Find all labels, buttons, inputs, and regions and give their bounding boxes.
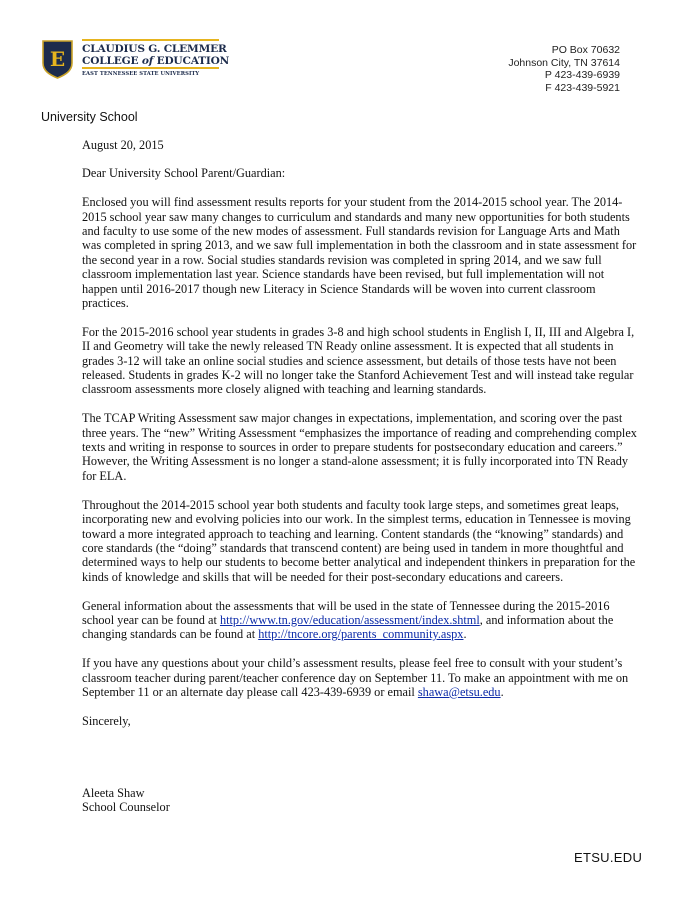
letter-body — [82, 138, 642, 814]
logo-bottom-rule — [82, 67, 219, 69]
tncore-link[interactable]: http://tncore.org/parents_community.aspx — [258, 627, 464, 642]
paragraph-integrated-approach: Throughout the 2014-2015 school year both students and faculty took large steps, and sometimes great leaps, incorporating new and evolving policies into our work. In the simplest terms, education in Tennessee is moving toward a more integrated approach to teaching and learning. Content standards (the “knowing” standards) and core standards (the “doing” standards that transcend content) are being used in tandem in more thoughtful and determined ways to help our students to become better analytical and independent thinkers in preparation for the kinds of knowledge and skills that will be needed for their post-secondary educations and careers. — [82, 497, 636, 584]
unit-name: University School — [41, 110, 138, 124]
salutation: Dear University School Parent/Guardian: — [82, 166, 286, 181]
paragraph-general-information: General information about the assessments that will be used in the state of Tennessee during the 2015-2016 school year can be found at http://www.tn.gov/education/assessment/index.shtml, and information about the changing standards can be found at http://tncore.org/parents_community.aspx. — [82, 598, 614, 642]
closing: Sincerely, — [82, 713, 131, 728]
paragraph-contact: If you have any questions about your child’s assessment results, please feel free to consult with your student’s classroom teacher during parent/teacher conference day on September 11. To make an appointment with me on September 11 or an alternate day please call 423-439-6939 or email shawa@etsu.edu. — [82, 656, 629, 699]
signer-title: School Counselor — [82, 799, 170, 814]
paragraph-writing-assessment: The TCAP Writing Assessment saw major changes in expectations, implementation, and scoring over the past three years. The “new” Writing Assessment “emphasizes the importance of reading and comprehending complex texts and writing in response to sources in order to prepare students for postsecondary education and careers.” However, the Writing Assessment is no longer a stand-alone assessment; it is fully incorporated into TN Ready for ELA. — [82, 411, 637, 483]
fax-number: F 423-439-5921 — [545, 81, 620, 94]
paragraph-assessment-results: Enclosed you will find assessment results reports for your student from the 2014-2015 school year. The 2014-2015 school year saw many changes to curriculum and standards and many new opportunities for both students and faculty to use some of the new modes of assessment. Full standards revision for Language Arts and Math was completed in spring 2013, and we saw full implementation in both the classroom and in state assessment for the second year in a row. Social studies standards revision was completed in spring 2014, and we saw full classroom implementation last year. Science standards have been revised, but full implementation will not happen until 2016-2017 though new Literacy in Science Standards will be woven into current classroom practices. — [82, 195, 637, 311]
logo-line-2: COLLEGE of EDUCATION — [82, 55, 230, 67]
paragraph-tn-ready: For the 2015-2016 school year students in grades 3-8 and high school students in English I, II, III and Algebra I, II and Geometry will take the newly released TN Ready online assessment. It is expected that all students in grades 3-12 will take an online social studies and science assessment, but details of those tests have not been released. Students in grades K-2 will no longer take the Stanford Achievement Test and will instead take regular classroom assessments more closely aligned with teaching and learning standards. — [82, 324, 635, 397]
po-box: PO Box 70632 — [551, 44, 620, 56]
college-logo — [41, 39, 230, 83]
svg-text:E: E — [49, 47, 66, 71]
footer-website: ETSU.EDU — [574, 850, 643, 865]
logo-line-1: CLAUDIUS G. CLEMMER — [82, 43, 227, 55]
signature-space — [82, 743, 642, 786]
letter-date: August 20, 2015 — [82, 138, 164, 152]
etsu-shield-icon — [41, 39, 74, 79]
logo-wordmark — [82, 39, 230, 77]
tn-assessment-link[interactable]: http://www.tn.gov/education/assessment/index.shtml — [219, 612, 480, 627]
return-address — [508, 44, 620, 94]
email-link[interactable]: shawa@etsu.edu — [417, 684, 501, 699]
city-state-zip: Johnson City, TN 37614 — [508, 56, 620, 69]
phone-number: P 423-439-6939 — [544, 69, 620, 81]
logo-university-name: EAST TENNESSEE STATE UNIVERSITY — [82, 71, 200, 77]
signer-name: Aleeta Shaw — [82, 785, 145, 800]
logo-top-rule — [82, 39, 219, 41]
